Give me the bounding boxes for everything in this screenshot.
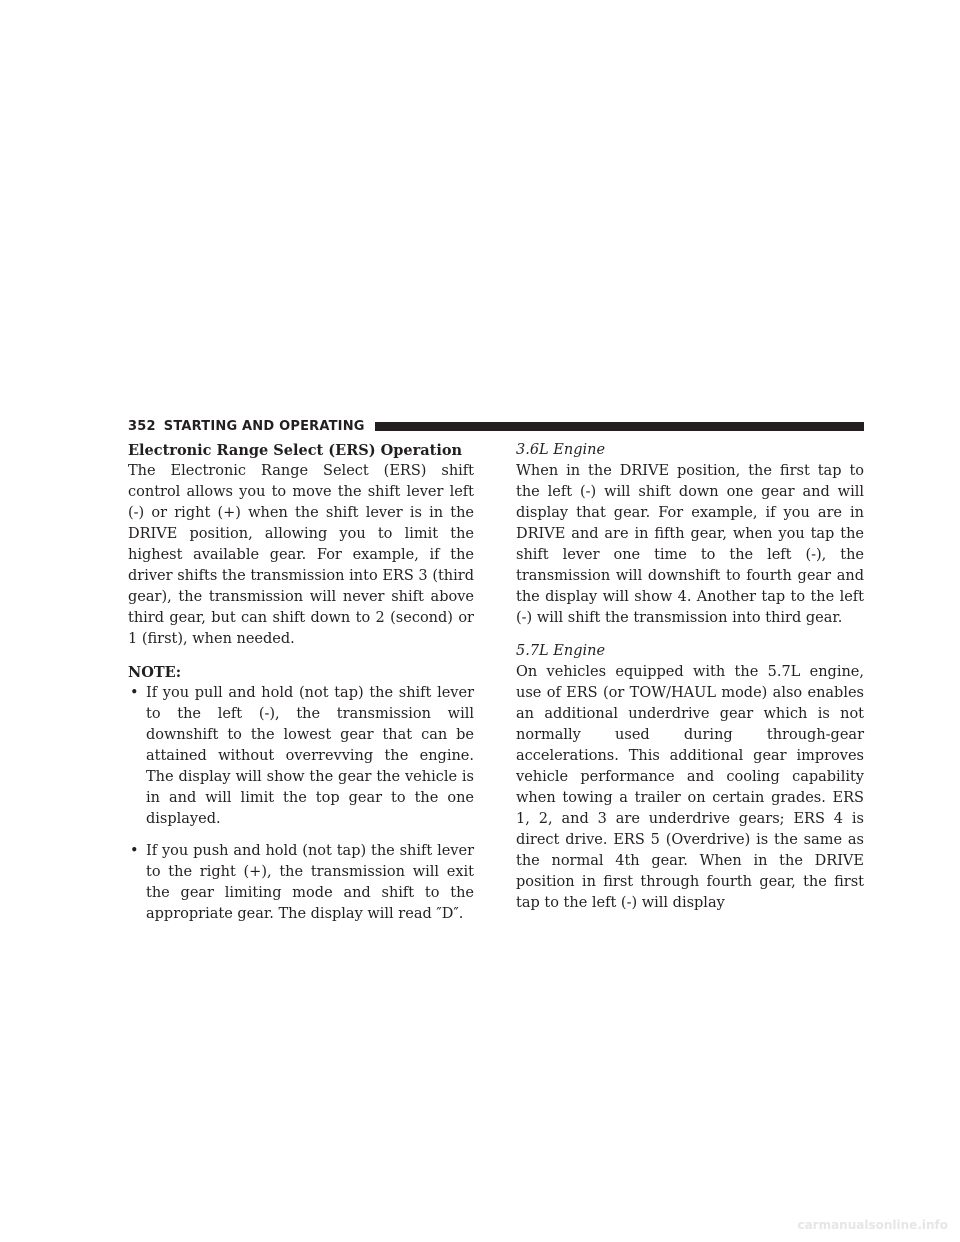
engine-57-heading: 5.7L Engine xyxy=(516,643,606,659)
spacer xyxy=(128,650,474,662)
bullet-text: If you push and hold (not tap) the shift lever to the right (+), the transmission will exit the gear limiting mode and shift to the appropriate gear. The display will read ″D″. xyxy=(146,843,474,922)
engine-57-paragraph: On vehicles equipped with the 5.7L engine, use of ERS (or TOW/HAUL mode) also enables an additional underdrive gear which is not normally used during through-gear accelerations. This additional gear improves vehicle performance and cooling capability when towing a trailer on certain grades. ERS 1, 2, and 3 are underdrive gears; ERS 4 is direct drive. ERS 5 (Overdrive) is the same as the normal 4th gear. When in the DRIVE position in first through fourth gear, the first tap to the left (-) will display xyxy=(516,664,864,911)
watermark: carmanualsonline.info xyxy=(797,1218,948,1232)
bullet-icon: • xyxy=(130,685,139,701)
bullet-text: If you pull and hold (not tap) the shift lever to the left (-), the transmission will downshift to the lowest gear that can be attained without overrevving the engine. The display will show the gear the vehicle is in and will limit the top gear to the one displayed. xyxy=(146,685,474,827)
right-column xyxy=(516,440,864,914)
spacer xyxy=(516,629,864,641)
page-number: 352 xyxy=(128,418,156,434)
bullet-icon: • xyxy=(130,843,139,859)
section-title: STARTING AND OPERATING xyxy=(163,418,365,434)
page-header xyxy=(128,417,864,435)
note-bullets xyxy=(128,683,474,925)
list-item xyxy=(128,683,474,830)
intro-paragraph: The Electronic Range Select (ERS) shift control allows you to move the shift lever left (-) or right (+) when the shift lever is in the DRIVE position, allowing you to limit the highest available gear. For example, if the driver shifts the transmission into ERS 3 (third gear), the transmission will never shift above third gear, but can shift down to 2 (second) or 1 (first), when needed. xyxy=(128,463,474,647)
note-label: NOTE: xyxy=(128,664,182,681)
engine-36-heading: 3.6L Engine xyxy=(516,442,606,458)
left-column xyxy=(128,440,474,936)
header-rule xyxy=(375,422,864,431)
list-item xyxy=(128,841,474,925)
engine-36-paragraph: When in the DRIVE position, the first tap to the left (-) will shift down one gear and will display that gear. For example, if you are in DRIVE and are in fifth gear, when you tap the shift lever one time to the left (-), the transmission will downshift to fourth gear and the display will show 4. Another tap to the left (-) will shift the transmission into third gear. xyxy=(516,463,864,626)
section-heading: Electronic Range Select (ERS) Operation xyxy=(128,442,463,459)
